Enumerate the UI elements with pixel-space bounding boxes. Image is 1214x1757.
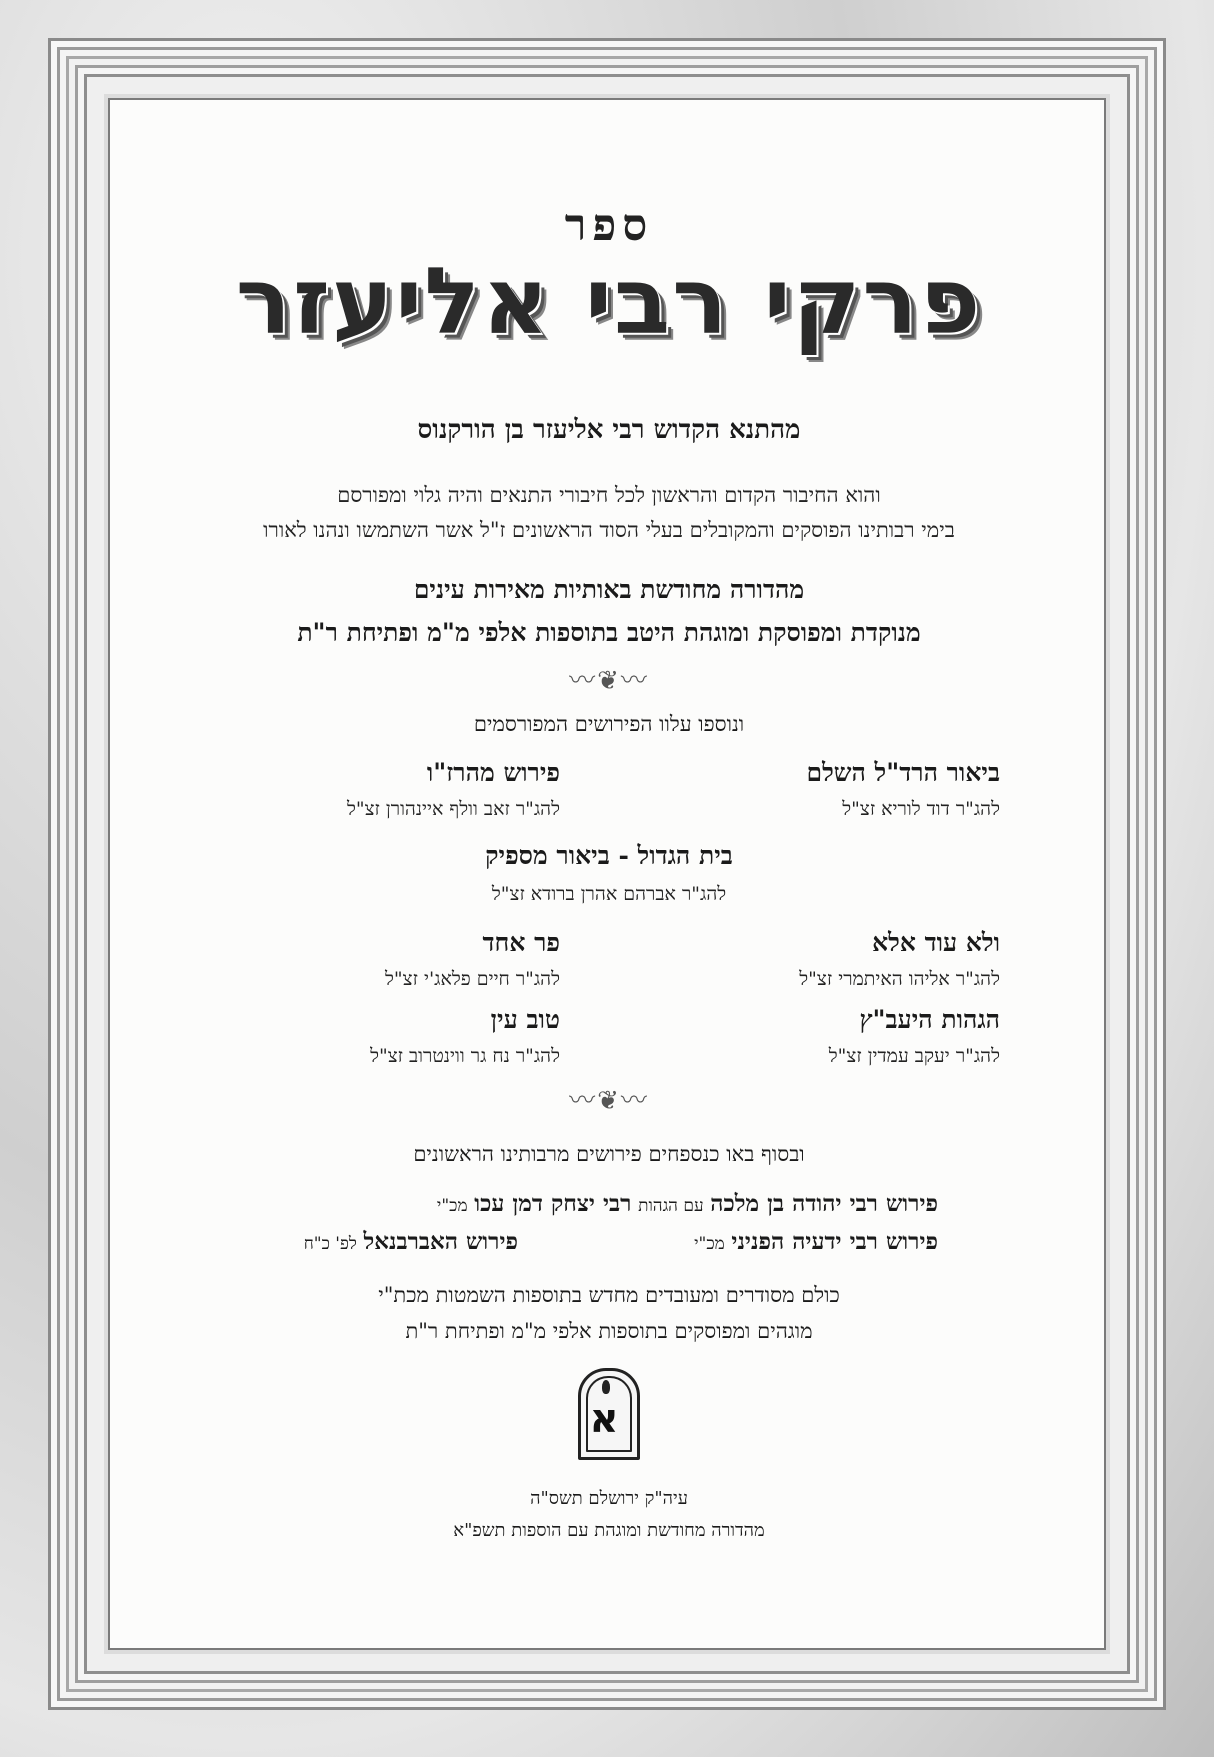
publisher-place-year: עיה"ק ירושלם תשס"ה <box>530 1488 688 1509</box>
book-author: מהתנא הקדוש רבי אליעזר בן הורקנוס <box>417 415 801 445</box>
commentary-author-vlo-od: להג"ר אליהו האיתמרי זצ"ל <box>799 968 1000 990</box>
rishonim-intro: ובסוף באו כנספחים פירושים מרבותינו הראשונים <box>413 1142 805 1166</box>
commentary-author-tov-ayin: להג"ר נח גר ווינטרוב זצ"ל <box>370 1045 560 1067</box>
commentary-title-beit-hagadol: בית הגדול - ביאור מספיק <box>485 841 733 870</box>
edition-line-2: מנוקדת ומפוסקת ומוגהת היטב בתוספות אלפי מ"מ ופתיחת ר"ת <box>297 618 921 647</box>
commentary-title-par-echad: פר אחד <box>482 928 560 957</box>
rishonim-manuscript-note: מכ"י <box>436 1196 468 1216</box>
rishonim-abarbanel: פירוש האברבנאל <box>363 1228 518 1255</box>
commentaries-intro: ונוספו עלוו הפירושים המפורסמים <box>473 712 745 736</box>
commentary-title-hagahot-yaavetz: הגהות היעב"ץ <box>859 1005 1000 1034</box>
commentary-author-beit-hagadol: להג"ר אברהם אהרן ברודא זצ"ל <box>491 883 727 905</box>
commentary-title-tov-ayin: טוב עין <box>490 1005 560 1034</box>
rishonim-yitzchak-of-acre: רבי יצחק דמן עכו <box>474 1190 632 1217</box>
description-line-2: בימי רבותינו הפוסקים והמקובלים בעלי הסוד הראשונים ז"ל אשר השתמשו ונהנו לאורו <box>263 518 955 542</box>
rishonim-line-1 <box>437 1190 938 1217</box>
logo-alef-letter: א <box>589 1396 619 1442</box>
rishonim-yedaya-hapenini: פירוש רבי ידעיה הפניני <box>731 1228 938 1255</box>
sefer-label: ספר <box>564 200 654 251</box>
book-title: פרקי רבי אליעזר <box>235 248 983 355</box>
title-page <box>108 98 1106 1650</box>
candle-flame-icon <box>602 1380 610 1394</box>
flourish-ornament-icon: 〰❦〰 <box>569 1086 649 1116</box>
edition-line-1: מהדורה מחודשת באותיות מאירות עינים <box>413 575 805 604</box>
commentary-author-par-echad: להג"ר חיים פלאג'י זצ"ל <box>385 968 560 990</box>
flourish-ornament-icon: 〰❦〰 <box>569 666 649 696</box>
publisher-edition-note: מהדורה מחודשת ומוגהת עם הוספות תשפ"א <box>453 1520 765 1541</box>
closing-line-1: כולם מסודרים ומעובדים מחדש בתוספות השמטות מכת"י <box>378 1283 840 1307</box>
commentary-title-radal: ביאור הרד"ל השלם <box>806 758 1000 787</box>
commentary-title-maharzav: פירוש מהרז"ו <box>426 758 560 787</box>
description-line-1: והוא החיבור הקדום והראשון לכל חיבורי התנאים והיה גלוי ומפורסם <box>337 483 881 507</box>
rishonim-line-2b <box>304 1228 518 1255</box>
rishonim-manuscript-note: מכ"י <box>694 1234 725 1254</box>
rishonim-with-glosses: עם הגהות <box>638 1196 704 1216</box>
rishonim-line-2a <box>694 1228 938 1255</box>
commentary-author-radal: להג"ר דוד לוריא זצ"ל <box>842 798 1000 820</box>
commentary-author-hagahot-yaavetz: להג"ר יעקב עמדין זצ"ל <box>828 1045 1000 1067</box>
rishonim-yehuda-ben-malka: פירוש רבי יהודה בן מלכה <box>710 1190 938 1217</box>
publisher-logo-icon <box>578 1368 640 1460</box>
commentary-title-vlo-od: ולא עוד אלא <box>872 928 1000 957</box>
rishonim-chapter-note: לפ' כ"ח <box>303 1234 357 1254</box>
commentary-author-maharzav: להג"ר זאב וולף איינהורן זצ"ל <box>346 798 560 820</box>
closing-line-2: מוגהים ומפוסקים בתוספות אלפי מ"מ ופתיחת ר"ת <box>405 1319 813 1343</box>
